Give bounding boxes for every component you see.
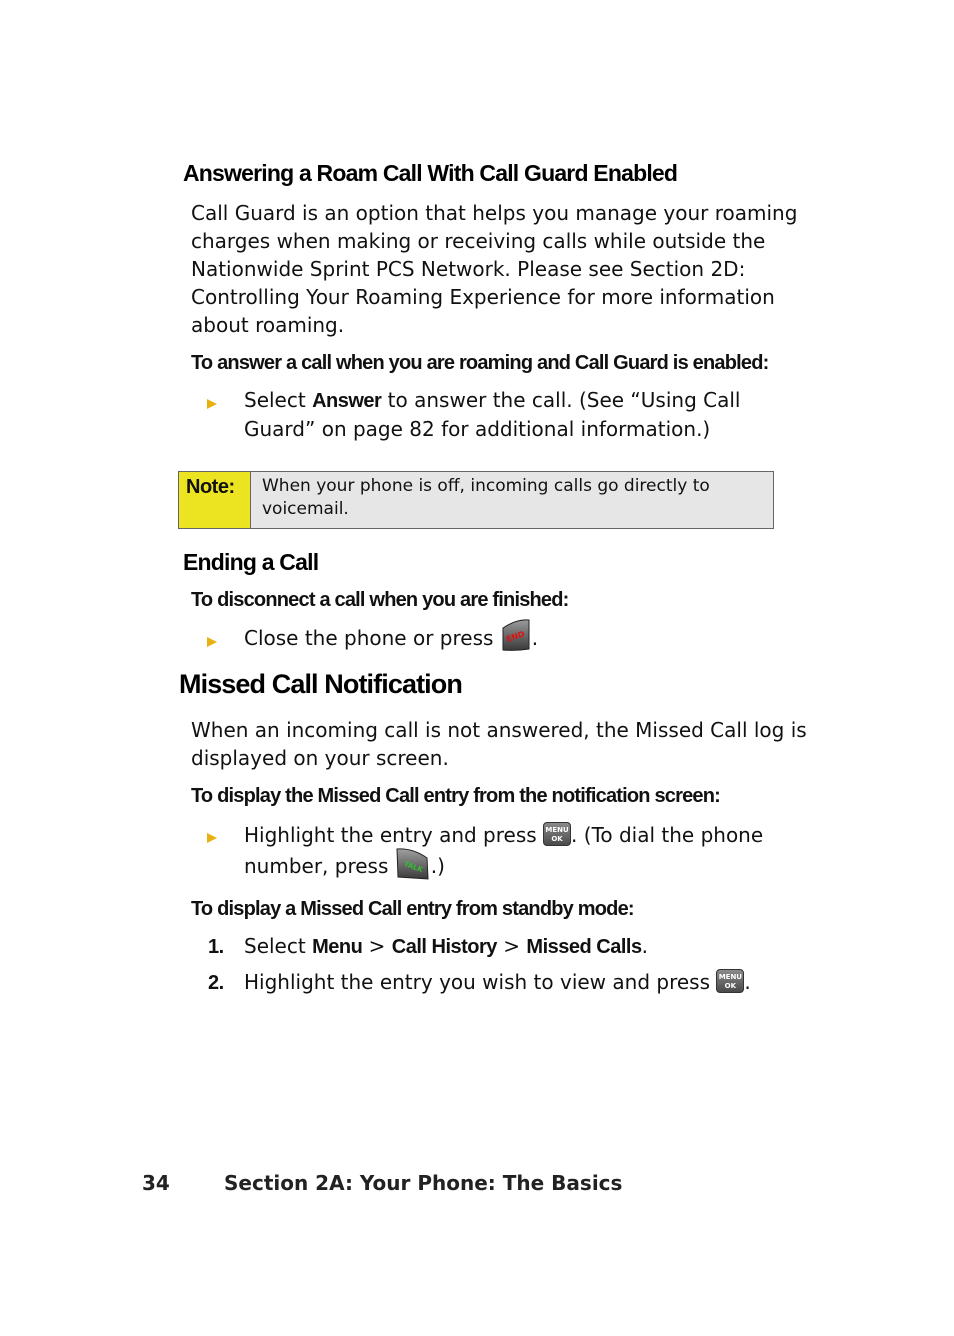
- paragraph-line: Controlling Your Roaming Experience for more information: [191, 285, 775, 309]
- svg-text:END: END: [504, 628, 526, 644]
- bullet-close-phone: Close the phone or press END .: [244, 624, 538, 652]
- section-heading-roam-call: Answering a Roam Call With Call Guard Enabled: [183, 160, 678, 186]
- call-guard-paragraph: [191, 199, 797, 339]
- answer-softkey-label: Answer: [312, 390, 382, 412]
- section-heading-ending-call: Ending a Call: [183, 549, 319, 575]
- section-heading-missed-call: Missed Call Notification: [179, 669, 462, 699]
- paragraph-line: displayed on your screen.: [191, 746, 449, 770]
- note-box: [178, 471, 774, 529]
- bullet-arrow-icon: [207, 399, 217, 409]
- paragraph-line: about roaming.: [191, 313, 345, 337]
- paragraph-line: Call Guard is an option that helps you manage your roaming: [191, 201, 798, 225]
- note-label: Note:: [179, 472, 251, 528]
- talk-key-icon: [395, 846, 431, 880]
- bullet-arrow-icon: [207, 833, 217, 843]
- menu-ok-key-icon: MENU OK: [716, 969, 744, 993]
- step-1-number: 1.: [208, 936, 224, 958]
- missed-call-paragraph: [191, 716, 807, 772]
- footer-section-title: Section 2A: Your Phone: The Basics: [224, 1171, 623, 1195]
- note-text: When your phone is off, incoming calls go directly to voicemail.: [262, 476, 710, 519]
- bullet-arrow-icon: [207, 637, 217, 647]
- paragraph-line: Nationwide Sprint PCS Network. Please see Section 2D:: [191, 257, 746, 281]
- lead-answer-roaming: To answer a call when you are roaming and Call Guard is enabled:: [191, 352, 769, 374]
- svg-text:TALK: TALK: [402, 859, 424, 874]
- step-2-number: 2.: [208, 972, 224, 994]
- bullet-answer-call: Select Answer to answer the call. (See “Using Call Guard” on page 82 for additional information.): [244, 388, 741, 441]
- menu-label: Menu: [312, 936, 363, 958]
- lead-disconnect: To disconnect a call when you are finished:: [191, 589, 569, 611]
- lead-notification-screen: To display the Missed Call entry from the notification screen:: [191, 785, 721, 807]
- missed-calls-label: Missed Calls: [526, 936, 642, 958]
- step-2-text: Highlight the entry you wish to view and press MENU OK .: [244, 970, 751, 994]
- bullet-highlight-entry: Highlight the entry and press MENU OK . (To dial the phone number, press TALK .): [244, 823, 764, 878]
- page-number: 34: [142, 1171, 170, 1195]
- step-1-text: Select Menu > Call History > Missed Calls.: [244, 934, 648, 958]
- lead-standby-mode: To display a Missed Call entry from standby mode:: [191, 898, 634, 920]
- paragraph-line: When an incoming call is not answered, the Missed Call log is: [191, 718, 807, 742]
- call-history-label: Call History: [391, 936, 497, 958]
- menu-ok-key-icon: MENU OK: [543, 822, 571, 846]
- end-key-icon: [500, 618, 532, 652]
- paragraph-line: charges when making or receiving calls while outside the: [191, 229, 766, 253]
